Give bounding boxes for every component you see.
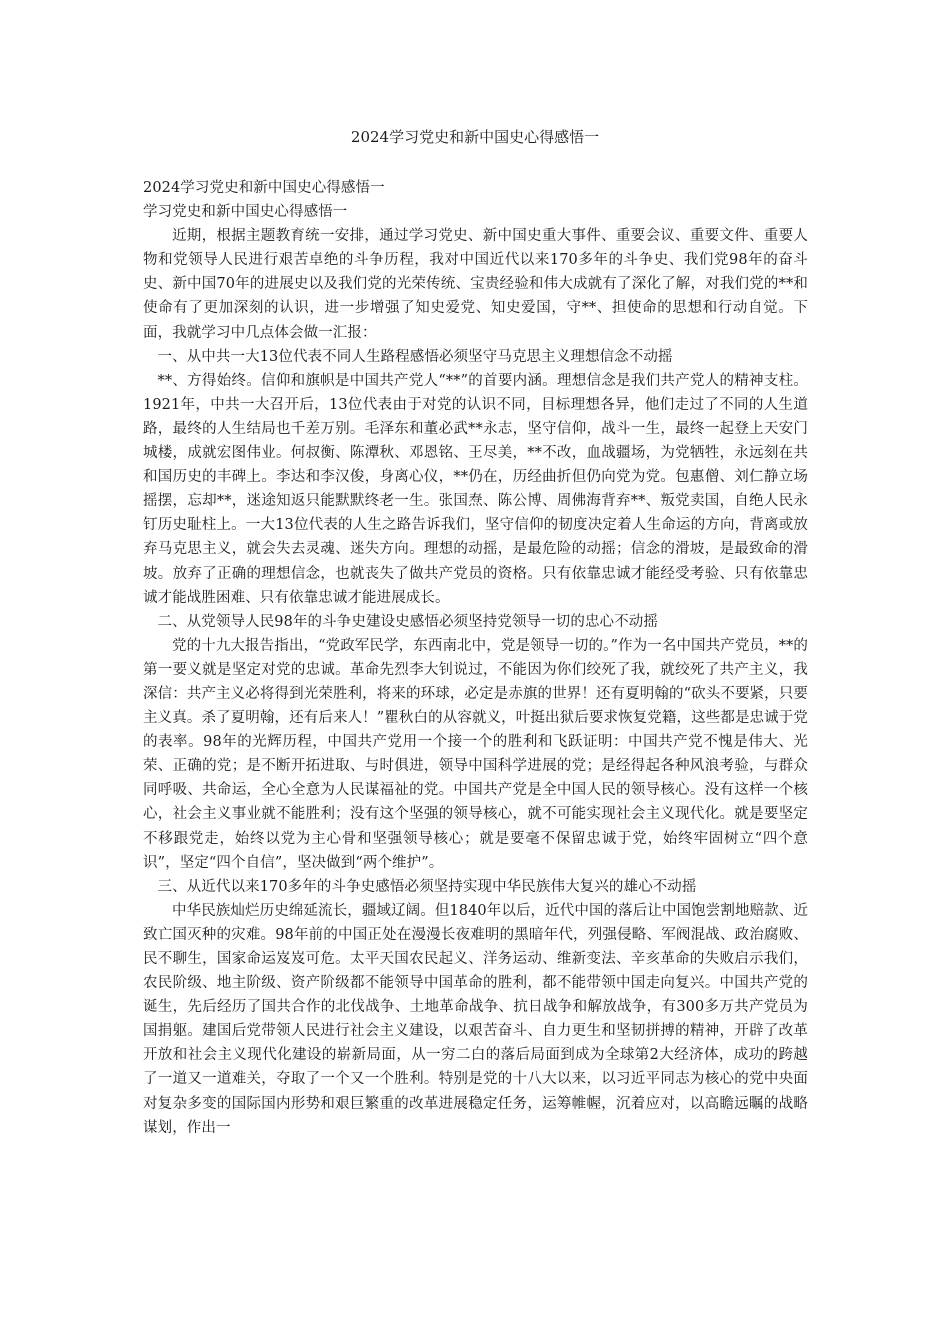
intro-paragraph: 近期，根据主题教育统一安排，通过学习党史、新中国史重大事件、重要会议、重要文件、重要人物和党领导人民进行艰苦卓绝的斗争历程，我对中国近代以来170多年的斗争史、我们党98年的奋斗史、新中国70年的进展史以及我们党的光荣传统、宝贵经验和伟大成就有了深化了解，对我们党的**和使命有了更加深刻的认识，进一步增强了知史爱党、知史爱国，守**、担使命的思想和行动自觉。下面，我就学习中几点体会做一汇报： xyxy=(143,228,808,341)
section-2-paragraph: 党的十九大报告指出，“党政军民学，东西南北中，党是领导一切的。”作为一名中国共产党员，**的第一要义就是坚定对党的忠诚。革命先烈李大钊说过，不能因为你们绞死了我，就绞死了共产主义，我深信：共产主义必将得到光荣胜利，将来的环球，必定是赤旗的世界！还有夏明翰的“砍头不要紧，只要主义真。杀了夏明翰，还有后来人！”瞿秋白的从容就义，叶挺出狱后要求恢复党籍，这些都是忠诚于党的表率。98年的光辉历程，中国共产党用一个接一个的胜利和飞跃证明：中国共产党不愧是伟大、光荣、正确的党；是不断开拓进取、与时俱进，领导中国科学进展的党；是经得起各种风浪考验，与群众同呼吸、共命运，全心全意为人民谋福祉的党。中国共产党是全中国人民的领导核心。没有这样一个核心，社会主义事业就不能胜利；没有这个坚强的领导核心，就不可能实现社会主义现代化。就是要坚定不移跟党走，始终以党为主心骨和坚强领导核心；就是要毫不保留忠诚于党，始终牢固树立“四个意识”，坚定“四个自信”，坚决做到“两个维护”。 xyxy=(143,637,808,871)
section-heading-1: 一、从中共一大13位代表不同人生路程感悟必须坚守马克思主义理想信念不动摇 xyxy=(157,348,673,365)
section-3-paragraph: 中华民族灿烂历史绵延流长，疆域辽阔。但1840年以后，近代中国的落后让中国饱尝割地赔款、近致亡国灭种的灾难。98年前的中国正处在漫漫长夜难明的黑暗年代，列强侵略、军阀混战、政治腐败、民不聊生，国家命运岌岌可危。太平天国农民起义、洋务运动、维新变法、辛亥革命的失败启示我们，农民阶级、地主阶级、资产阶级都不能领导中国革命的胜利，都不能带领中国走向复兴。中国共产党的诞生，先后经历了国共合作的北伐战争、土地革命战争、抗日战争和解放战争，有300多万共产党员为国捐躯。建国后党带领人民进行社会主义建设，以艰苦奋斗、自力更生和坚韧拼搏的精神，开辟了改革开放和社会主义现代化建设的崭新局面，从一穷二白的落后局面到成为全球第2大经济体，成功的跨越了一道又一道难关，夺取了一个又一个胜利。特别是党的十八大以来，以习近平同志为核心的党中央面对复杂多变的国际国内形势和艰巨繁重的改革进展稳定任务，运筹帷幄，沉着应对，以高瞻远瞩的战略谋划，作出一 xyxy=(143,902,808,1136)
document-body xyxy=(143,176,808,1140)
doc-subheading-line: 学习党史和新中国史心得感悟一 xyxy=(143,204,348,221)
doc-heading-line: 2024学习党史和新中国史心得感悟一 xyxy=(143,180,385,196)
section-1-paragraph: **、方得始终。信仰和旗帜是中国共产党人“**”的首要内涵。理想信念是我们共产党人的精神支柱。1921年，中共一大召开后，13位代表由于对党的认识不同，目标理想各异，他们走过了不同的人生道路，最终的人生结局也千差万别。毛泽东和董必武**永志，坚守信仰，战斗一生，最终一起登上天安门城楼，成就宏图伟业。何叔衡、陈潭秋、邓恩铭、王尽美，**不改，血战疆场，为党牺牲，永远刻在共和国历史的丰碑上。李达和李汉俊，身离心仪，**仍在，历经曲折但仍向党为党。包惠僧、刘仁静立场摇摆，忘却**，迷途知返只能默默终老一生。张国焘、陈公博、周佛海背弃**、叛党卖国，自绝人民永钉历史耻柱上。一大13位代表的人生之路告诉我们，坚守信仰的韧度决定着人生命运的方向，背离或放弃马克思主义，就会失去灵魂、迷失方向。理想的动摇，是最危险的动摇；信念的滑坡，是最致命的滑坡。放弃了正确的理想信念，也就丧失了做共产党员的资格。只有依靠忠诚才能经受考验、只有依靠忠诚才能战胜困难、只有依靠忠诚才能进展成长。 xyxy=(143,372,808,606)
section-heading-3: 三、从近代以来170多年的斗争史感悟必须坚持实现中华民族伟大复兴的雄心不动摇 xyxy=(157,878,697,895)
page-title: 2024学习党史和新中国史心得感悟一 xyxy=(350,128,600,146)
section-heading-2: 二、从党领导人民98年的斗争史建设史感悟必须坚持党领导一切的忠心不动摇 xyxy=(157,613,658,630)
